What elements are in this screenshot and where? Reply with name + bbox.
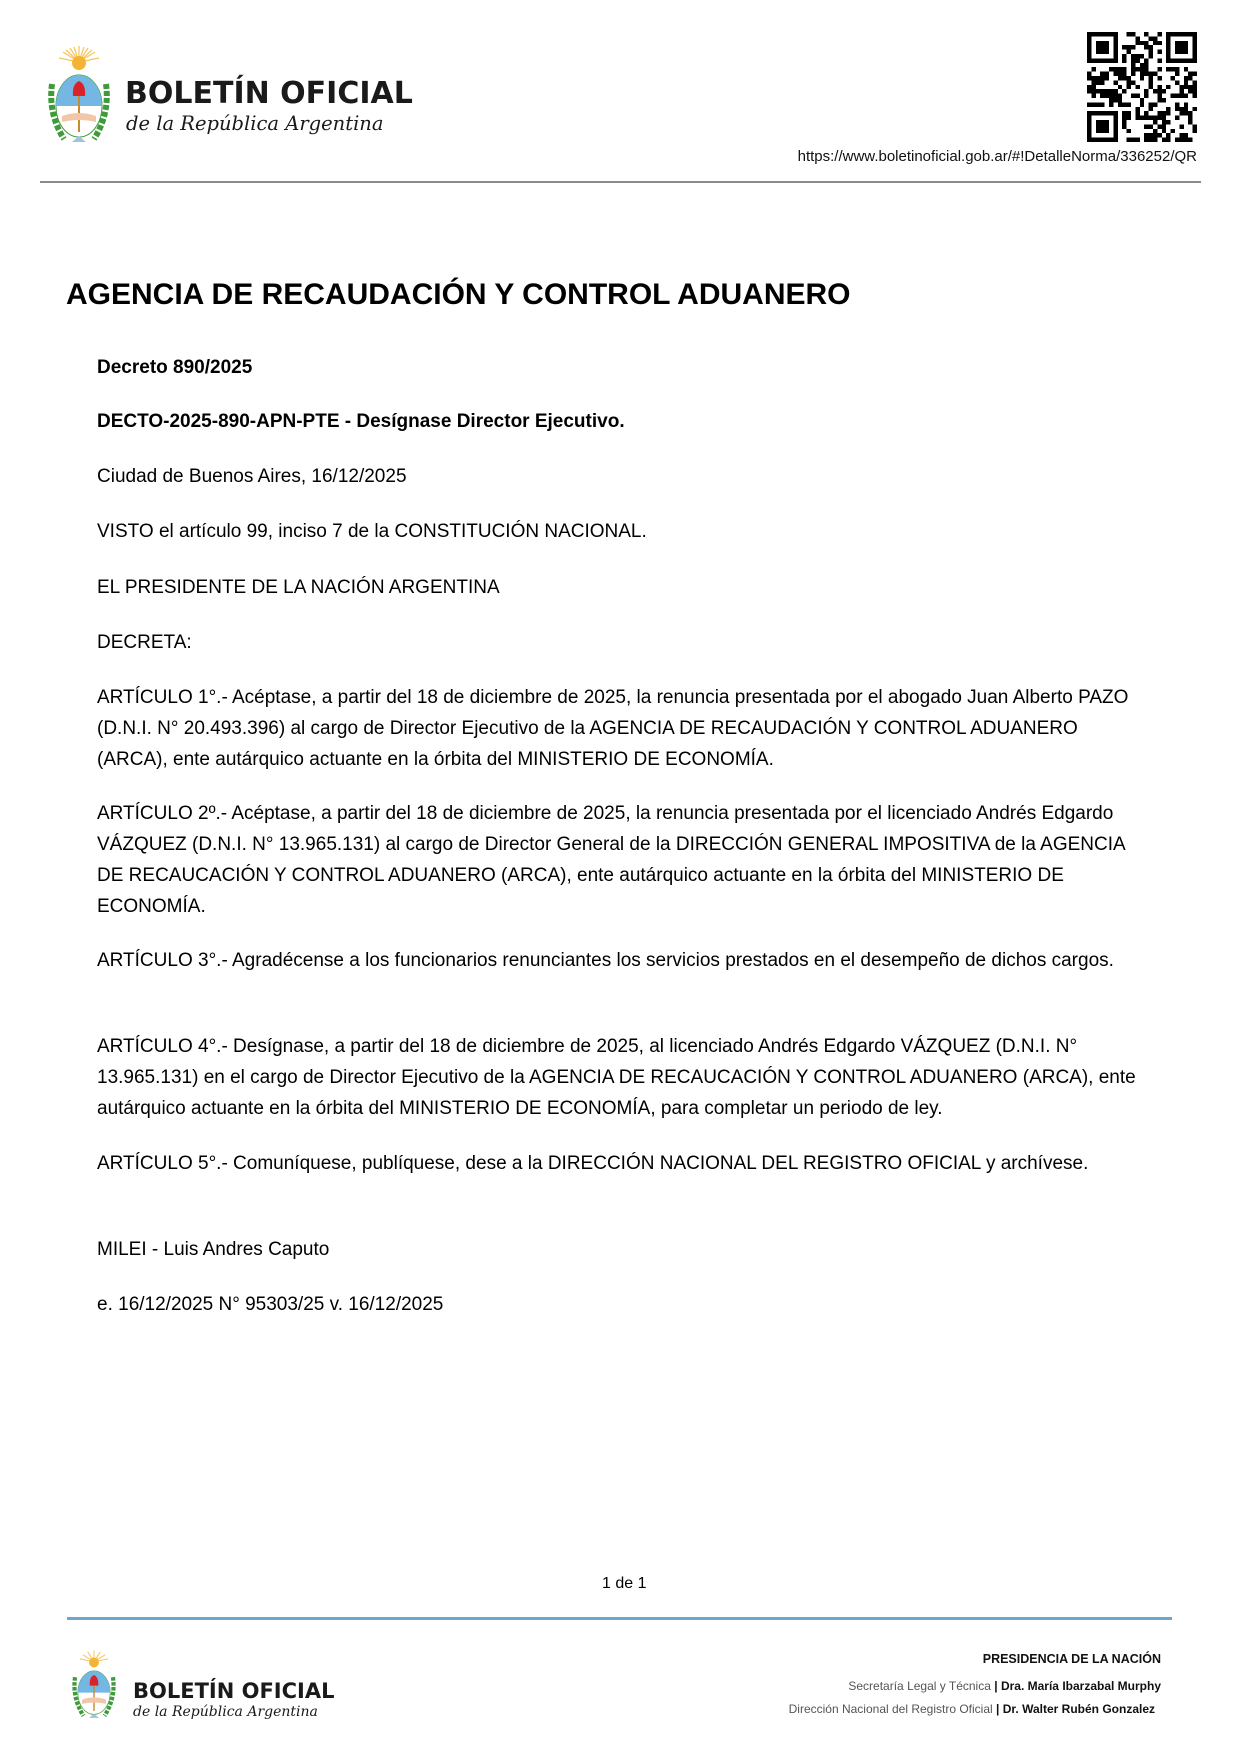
argentina-coat-of-arms-icon: [42, 44, 116, 152]
place-date: Ciudad de Buenos Aires, 16/12/2025: [97, 466, 407, 487]
official-name: Dr. Walter Rubén Gonzalez: [1002, 1702, 1155, 1716]
article-4: ARTÍCULO 4°.- Desígnase, a partir del 18 de diciembre de 2025, al licenciado Andrés Edgardo VÁZQUEZ (D.N.I. N° 13.965.131) en el cargo de Director Ejecutivo de la AGENCIA DE RECAUCACIÓN Y CONTROL ADUANERO (ARCA), ente autárquico actuante en la órbita del MINISTERIO DE ECONOMÍA, para completar un periodo de ley.: [97, 1036, 1136, 1119]
footer-divider: [67, 1617, 1172, 1620]
logo-title: BOLETÍN OFICIAL: [125, 76, 413, 111]
separator: |: [994, 1679, 998, 1693]
decreta-heading: DECRETA:: [97, 632, 192, 653]
office-name: Dirección Nacional del Registro Oficial: [788, 1702, 993, 1716]
decree-id: DECTO-2025-890-APN-PTE - Desígnase Director Ejecutivo.: [97, 411, 625, 432]
qr-code-icon[interactable]: [1087, 32, 1197, 142]
visto-clause: VISTO el artículo 99, inciso 7 de la CONSTITUCIÓN NACIONAL.: [97, 521, 647, 542]
separator: |: [996, 1702, 1000, 1716]
article-2: ARTÍCULO 2º.- Acéptase, a partir del 18 de diciembre de 2025, la renuncia presentada por el licenciado Andrés Edgardo VÁZQUEZ (D.N.I. N° 13.965.131) al cargo de Director General de la DIRECCIÓN GENERAL IMPOSITIVA de la AGENCIA DE RECAUCACIÓN Y CONTROL ADUANERO (ARCA), ente autárquico actuante en la órbita del MINISTERIO DE ECONOMÍA.: [97, 803, 1125, 917]
header-divider: [40, 181, 1201, 183]
presidency-label: PRESIDENCIA DE LA NACIÓN: [982, 1652, 1161, 1666]
article-1: ARTÍCULO 1°.- Acéptase, a partir del 18 de diciembre de 2025, la renuncia presentada por el abogado Juan Alberto PAZO (D.N.I. N° 20.493.396) al cargo de Director Ejecutivo de la AGENCIA DE RECAUDACIÓN Y CONTROL ADUANERO (ARCA), ente autárquico actuante en la órbita del MINISTERIO DE ECONOMÍA.: [97, 687, 1129, 770]
agency-title: AGENCIA DE RECAUDACIÓN Y CONTROL ADUANERO: [66, 278, 851, 311]
office-name: Secretaría Legal y Técnica: [848, 1679, 991, 1693]
article-3: ARTÍCULO 3°.- Agradécense a los funcionarios renunciantes los servicios prestados en el desempeño de dichos cargos.: [97, 950, 1114, 971]
signatures: MILEI - Luis Andres Caputo: [97, 1239, 330, 1260]
registry-office-line: [789, 1702, 1155, 1716]
argentina-coat-of-arms-icon: [68, 1648, 120, 1726]
article-5: ARTÍCULO 5°.- Comuníquese, publíquese, dese a la DIRECCIÓN NACIONAL DEL REGISTRO OFICIAL y archívese.: [97, 1153, 1089, 1174]
logo-subtitle: de la República Argentina: [126, 112, 384, 135]
publication-info: e. 16/12/2025 N° 95303/25 v. 16/12/2025: [97, 1294, 444, 1315]
president-heading: EL PRESIDENTE DE LA NACIÓN ARGENTINA: [97, 577, 500, 598]
sun-icon: [59, 46, 99, 70]
legal-secretariat-line: [848, 1679, 1161, 1693]
page-number: 1 de 1: [602, 1575, 647, 1592]
decree-number: Decreto 890/2025: [97, 357, 253, 378]
norm-url-link[interactable]: https://www.boletinoficial.gob.ar/#!DetalleNorma/336252/QR: [797, 148, 1197, 165]
footer-logo-title: BOLETÍN OFICIAL: [133, 1679, 335, 1703]
footer-logo-subtitle: de la República Argentina: [133, 1704, 318, 1720]
official-name: Dra. María Ibarzabal Murphy: [1000, 1679, 1161, 1693]
